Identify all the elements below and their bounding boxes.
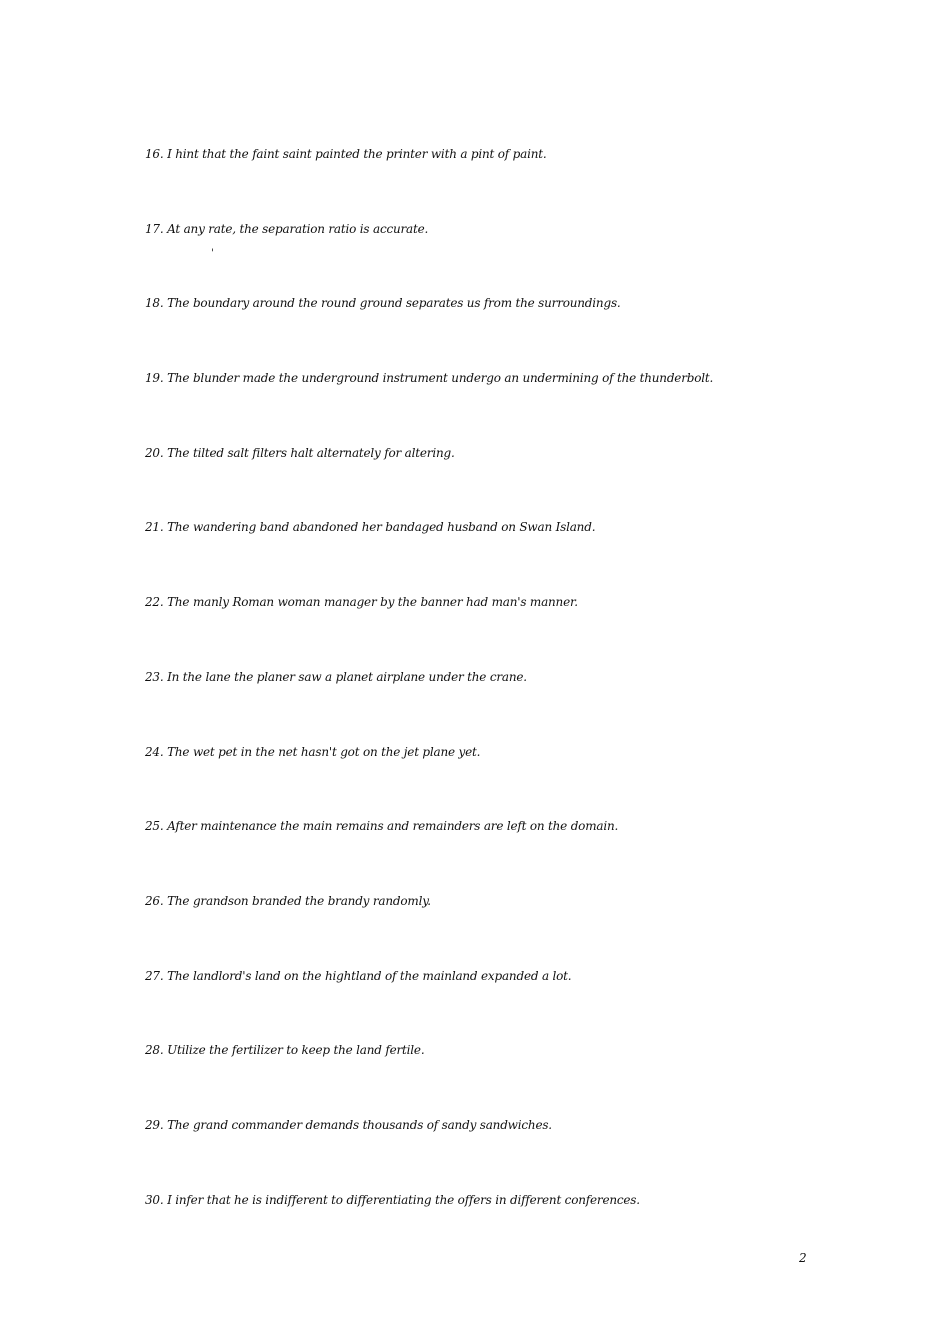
sentence-28: 28. Utilize the fertilizer to keep the land fertile. (145, 1043, 425, 1058)
page-number: 2 (799, 1251, 807, 1265)
sentence-25: 25. After maintenance the main remains and remainders are left on the domain. (145, 819, 619, 834)
sentence-list (145, 145, 713, 1265)
sentence-21: 21. The wandering band abandoned her bandaged husband on Swan Island. (145, 520, 596, 535)
sentence-23: 23. In the lane the planer saw a planet airplane under the crane. (145, 669, 527, 684)
sentence-30: 30. I infer that he is indifferent to differentiating the offers in different conferences. (145, 1192, 640, 1207)
sentence-24: 24. The wet pet in the net hasn't got on the jet plane yet. (145, 744, 481, 759)
sentence-17: 17. At any rate, the separation ratio is accurate. (145, 221, 429, 236)
sentence-19: 19. The blunder made the underground instrument undergo an undermining of the thunderbolt. (145, 371, 714, 386)
sentence-26: 26. The grandson branded the brandy randomly. (145, 893, 431, 908)
sentence-22: 22. The manly Roman woman manager by the banner had man's manner. (145, 595, 578, 610)
sentence-16: 16. I hint that the faint saint painted the printer with a pint of paint. (145, 147, 547, 161)
sentence-29: 29. The grand commander demands thousands of sandy sandwiches. (145, 1117, 552, 1132)
sentence-18: 18. The boundary around the round ground separates us from the surroundings. (145, 296, 621, 311)
sentence-27: 27. The landlord's land on the hightland of the mainland expanded a lot. (145, 968, 572, 983)
sentence-20: 20. The tilted salt filters halt alternately for altering. (145, 445, 455, 460)
stray-mark: ' (211, 248, 214, 259)
